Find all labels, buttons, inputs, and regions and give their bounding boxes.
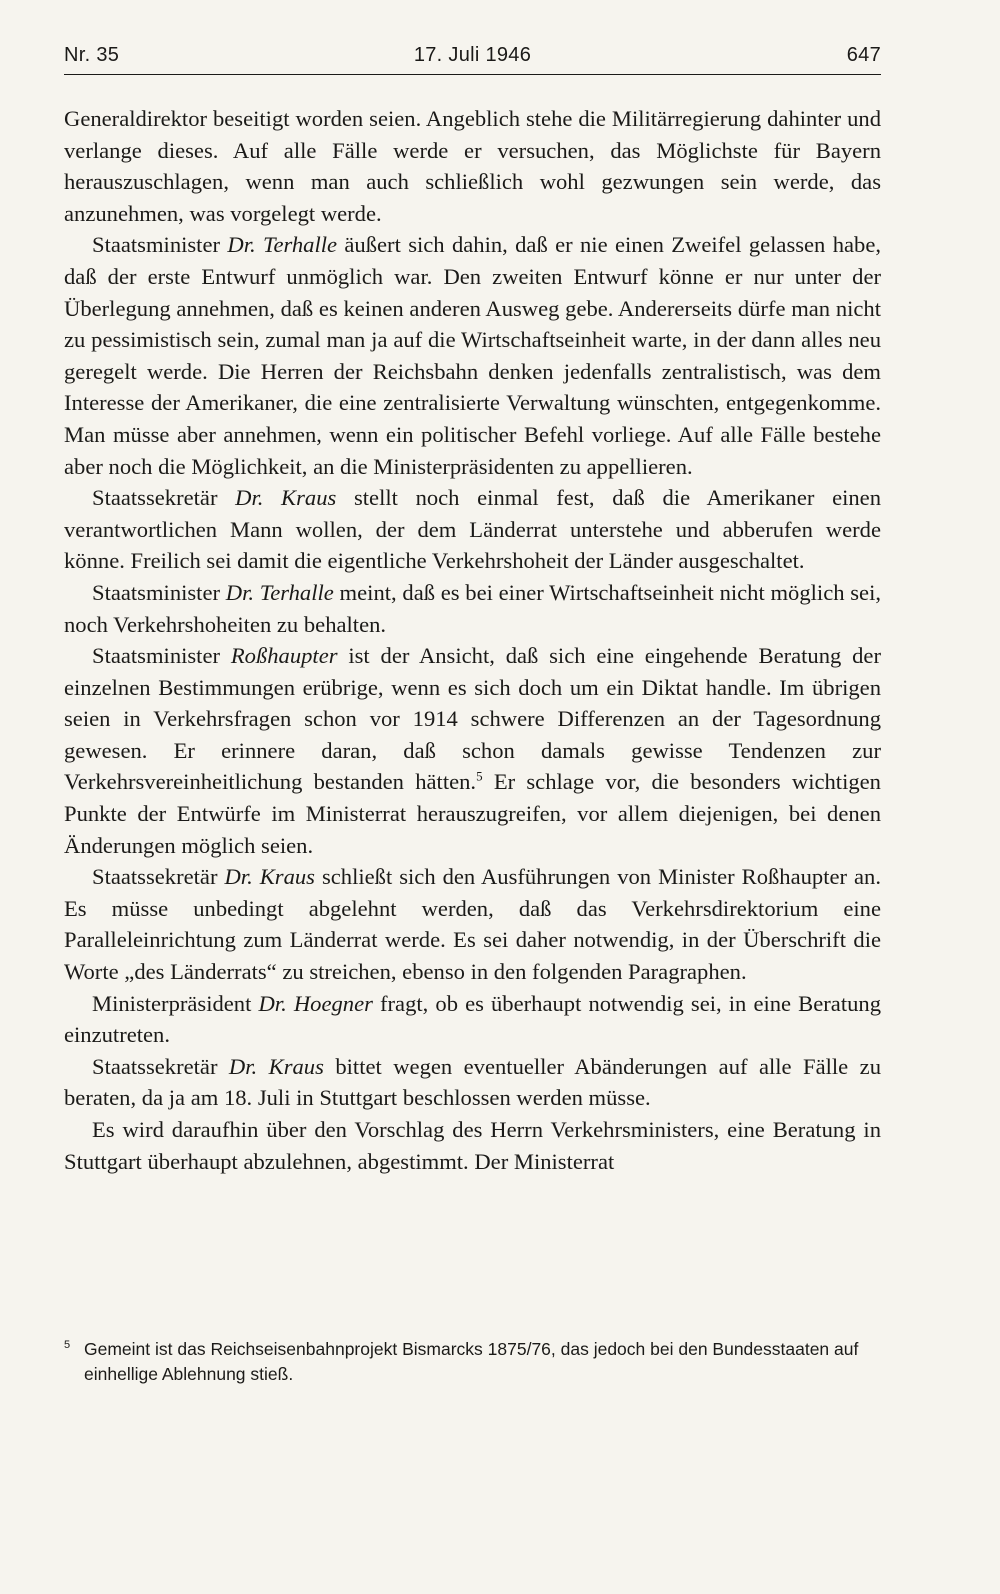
paragraph-text: Es wird daraufhin über den Vorschlag des Herrn Verkehrsministers, eine Beratung in Stuttgart überhaupt abzulehnen, abgestimmt. Der Ministerrat [64,1117,881,1174]
paragraph-text: Staatssekretär [92,485,236,511]
speaker-name: Dr. Kraus [235,485,337,511]
paragraph [64,861,881,987]
body-text [64,103,881,1177]
paragraph [64,640,881,861]
footnote-text: Gemeint ist das Reichseisenbahnprojekt Bismarcks 1875/76, das jedoch bei den Bundesstaaten auf einhellige Ablehnung stieß. [84,1339,859,1384]
paragraph-text: bittet wegen eventueller Abänderungen auf alle Fälle zu beraten, da ja am 18. Juli in Stuttgart beschlossen werden müsse. [64,1053,881,1111]
speaker-name: Dr. Kraus [224,864,315,890]
speaker-name: Dr. Hoegner [258,990,373,1016]
paragraph-text: Er schlage vor, die besonders wichtigen Punkte der Entwürfe im Ministerrat herauszugreifen, vor allem diejenigen, bei denen Änderungen möglich seien. [64,769,881,858]
speaker-name: Dr. Terhalle [227,232,338,258]
running-header [64,44,881,74]
paragraph [64,103,881,229]
paragraph-text: Generaldirektor beseitigt worden seien. Angeblich stehe die Militärregierung dahinter und verlange dieses. Auf alle Fälle werde er versuchen, das Möglichste für Bayern herauszuschlagen, wenn man auch schließlich wohl gezwungen sein werde, das anzunehmen, was vorgelegt werde. [64,106,881,226]
paragraph-text: Staatsminister [92,643,231,669]
paragraph-text: Staatsminister [92,232,228,258]
paragraph-text: Staatsminister [92,579,226,605]
speaker-name: Dr. Terhalle [225,579,334,605]
paragraph-text: Ministerpräsident [92,990,259,1016]
paragraph-text: meint, daß es bei einer Wirtschaftseinheit nicht möglich sei, noch Verkehrshoheiten zu behalten. [64,579,882,637]
paragraph-text: fragt, ob es überhaupt notwendig sei, in eine Beratung einzutreten. [64,990,882,1048]
paragraph [64,1051,881,1114]
header-rule [64,74,881,75]
paragraph [64,1114,881,1177]
speaker-name: Dr. Kraus [228,1053,324,1079]
speaker-name: Roßhaupter [230,643,338,669]
paragraph-text: Staatssekretär [92,864,225,890]
paragraph-text: äußert sich dahin, daß er nie einen Zweifel gelassen habe, daß der erste Entwurf unmöglich war. Den zweiten Entwurf könne er nur unter der Überlegung annehmen, daß es keinen anderen Ausweg gebe. Andererseits dürfe man nicht zu pessimistisch sein, zumal man ja auf die Wirtschaftseinheit warte, in der dann alles neu geregelt werde. Die Herren der Reichsbahn denken jedenfalls zentralistisch, was dem Interesse der Amerikaner, die eine zentralisierte Verwaltung wünschten, entgegenkomme. Man müsse aber annehmen, wenn ein politischer Befehl vorliege. Auf alle Fälle bestehe aber noch die Möglichkeit, an die Ministerpräsidenten zu appellieren. [64,232,881,479]
footnote-marker: 5 [64,1339,71,1351]
issue-number: Nr. 35 [64,44,120,66]
paragraph [64,988,881,1051]
header-date: 17. Juli 1946 [413,44,532,66]
page-number: 647 [846,44,881,66]
paragraph [64,229,881,482]
paragraph-text: ist der Ansicht, daß sich eine eingehende Beratung der einzelnen Bestimmungen erübrige, wenn es sich doch um ein Diktat handle. Im übrigen seien in Verkehrsfragen schon vor 1914 schwere Differenzen an der Tagesordnung gewesen. Er erinnere daran, daß schon damals gewisse Tendenzen zur Verkehrsvereinheitlichung bestanden hätten. [64,643,881,795]
paragraph [64,482,881,577]
paragraph-text: Staatssekretär [92,1053,229,1079]
paragraph-text: stellt noch einmal fest, daß die Amerikaner einen verantwortlichen Mann wollen, der dem Länderrat unterstehe und abberufen werde könne. Freilich sei damit die eigentliche Verkehrshoheit der Länder ausgeschaltet. [64,485,881,574]
footnote-reference: 5 [476,768,483,784]
paragraph-text: schließt sich den Ausführungen von Minister Roßhaupter an. Es müsse unbedingt abgelehnt werden, daß das Verkehrsdirektorium eine Paralleleinrichtung zum Länderrat werde. Es sei daher notwendig, in der Überschrift die Worte „des Länderrats“ zu streichen, ebenso in den folgenden Paragraphen. [64,864,882,985]
paragraph [64,577,881,640]
footnote [64,1337,881,1387]
